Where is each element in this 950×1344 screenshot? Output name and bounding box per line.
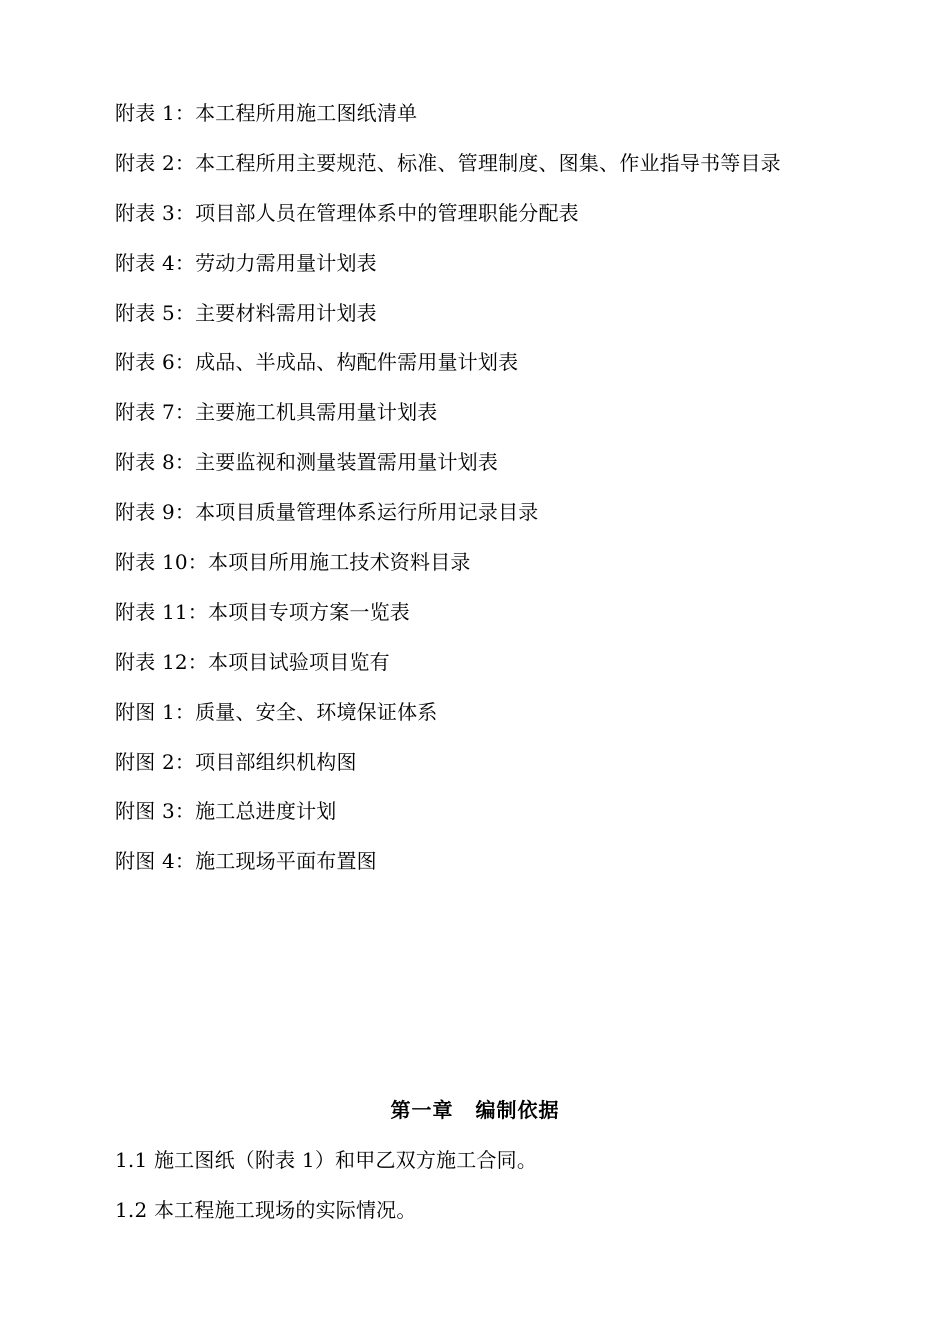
basis-item-1: 1.1 施工图纸（附表 1）和甲乙双方施工合同。: [115, 1148, 538, 1172]
figure-item-2: 附图 2：项目部组织机构图: [115, 749, 357, 774]
attachment-item-7: 附表 7：主要施工机具需用量计划表: [115, 400, 438, 425]
chapter-heading: [0, 1093, 950, 1127]
chapter-number: 第一章: [390, 1098, 454, 1122]
attachment-item-1: 附表 1：本工程所用施工图纸清单: [115, 101, 418, 125]
attachment-list: [115, 96, 895, 894]
attachment-item-3: 附表 3：项目部人员在管理体系中的管理职能分配表: [115, 200, 579, 225]
attachment-item-2: 附表 2：本工程所用主要规范、标准、管理制度、图集、作业指导书等目录: [115, 150, 781, 175]
attachment-item-6: 附表 6：成品、半成品、构配件需用量计划表: [115, 350, 519, 375]
attachment-item-4: 附表 4：劳动力需用量计划表: [115, 250, 377, 275]
basis-list: [115, 1143, 895, 1243]
figure-item-1: 附图 1：质量、安全、环境保证体系: [115, 699, 438, 724]
attachment-item-8: 附表 8：主要监视和测量装置需用量计划表: [115, 450, 499, 475]
figure-item-4: 附图 4：施工现场平面布置图: [115, 849, 377, 874]
attachment-item-9: 附表 9：本项目质量管理体系运行所用记录目录: [115, 500, 539, 525]
attachment-item-10: 附表 10：本项目所用施工技术资料目录: [115, 550, 471, 575]
figure-item-3: 附图 3：施工总进度计划: [115, 799, 337, 824]
attachment-item-5: 附表 5：主要材料需用计划表: [115, 300, 377, 325]
chapter-title-text: 编制依据: [475, 1098, 560, 1122]
attachment-item-12: 附表 12：本项目试验项目览有: [115, 649, 390, 674]
attachment-item-11: 附表 11：本项目专项方案一览表: [115, 599, 411, 624]
basis-item-2: 1.2 本工程施工现场的实际情况。: [115, 1198, 417, 1222]
